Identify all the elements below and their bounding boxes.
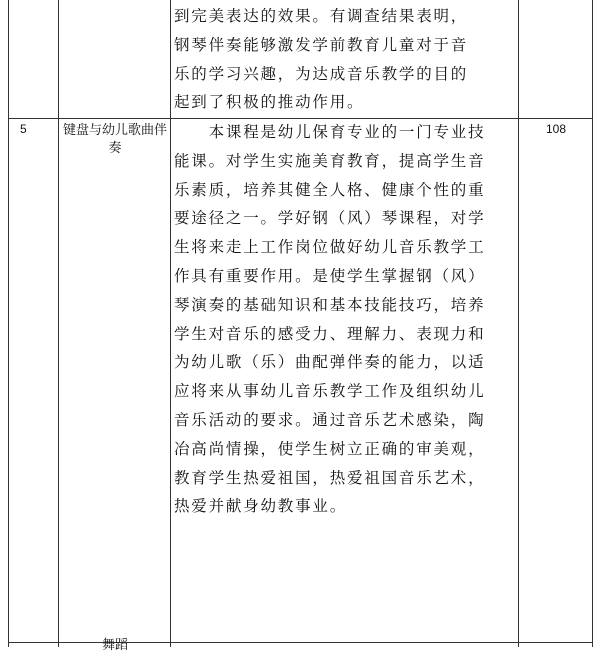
description-line: 教育学生热爱祖国，热爱祖国音乐艺术， [174, 468, 486, 487]
description-line: 乐的学习兴趣，为达成音乐教学的目的 [174, 64, 469, 83]
row-number: 5 [20, 122, 27, 136]
table-column-divider [518, 0, 519, 647]
description-line: 起到了积极的推动作用。 [174, 93, 365, 112]
description-line: 学生对音乐的感受力、理解力、表现力和 [174, 324, 486, 343]
table-column-divider [170, 0, 171, 647]
table-border-left [8, 0, 9, 647]
description-line: 能课。对学生实施美育教育，提高学生音 [174, 151, 486, 170]
description-line: 到完美表达的效果。有调查结果表明， [174, 7, 469, 25]
description-line: 本课程是幼儿保育专业的一门专业技 [174, 123, 486, 141]
table-border-right [592, 0, 593, 647]
description-line: 钢琴伴奏能够激发学前教育儿童对于音 [174, 35, 469, 54]
table-column-divider [58, 0, 59, 647]
prev-row-description [174, 2, 516, 117]
course-description [174, 118, 516, 521]
description-line: 热爱并献身幼教事业。 [174, 497, 348, 516]
description-line: 应将来从事幼儿音乐教学工作及组织幼儿 [174, 382, 486, 401]
description-line: 音乐活动的要求。通过音乐艺术感染，陶 [174, 410, 486, 429]
description-line: 作具有重要作用。是使学生掌握钢（风） [174, 266, 486, 285]
description-line: 要途径之一。学好钢（风）琴课程，对学 [174, 209, 486, 228]
description-line: 冶高尚情操，使学生树立正确的审美观， [174, 439, 486, 458]
description-line: 乐素质，培养其健全人格、健康个性的重 [174, 180, 486, 199]
course-name: 键盘与幼儿歌曲伴奏 [62, 123, 167, 156]
description-line: 为幼儿歌（乐）曲配弹伴奏的能力，以适 [174, 353, 486, 372]
description-line: 生将来走上工作岗位做好幼儿音乐教学工 [174, 238, 486, 257]
next-course-name-text: 舞蹈 [101, 638, 128, 653]
next-course-name [62, 638, 168, 653]
description-line: 琴演奏的基础知识和基本技能技巧，培养 [174, 295, 486, 314]
course-hours: 108 [545, 122, 567, 136]
